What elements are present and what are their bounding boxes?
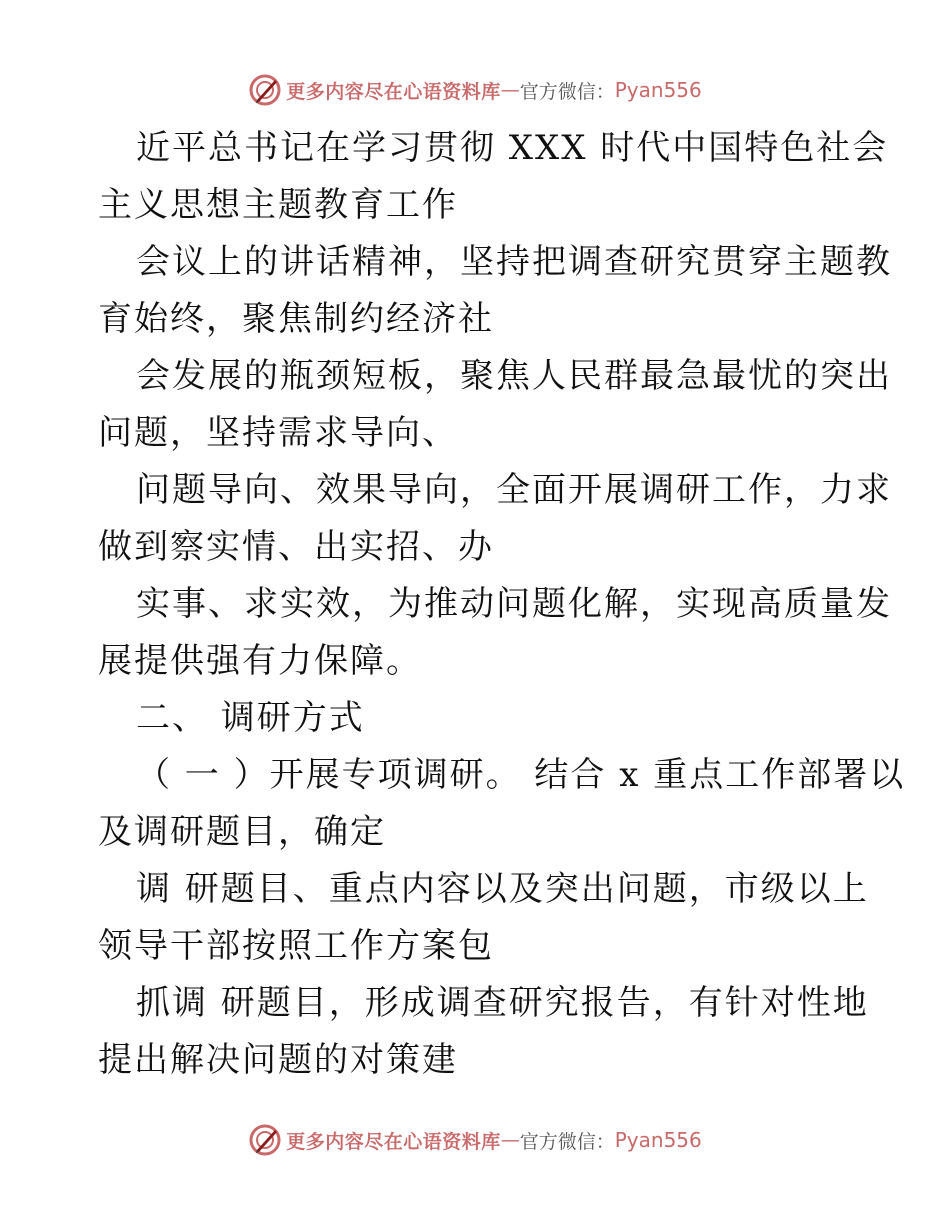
paragraph-line: 提出解决问题的对策建	[98, 1040, 458, 1080]
pen-logo-icon	[248, 1123, 282, 1157]
paragraph	[98, 861, 869, 975]
paragraph-line: 近平总书记在学习贯彻 XXX 时代中国特色社会	[136, 128, 889, 168]
paragraph	[98, 120, 889, 234]
paragraph-line: 会发展的瓶颈短板，聚焦人民群最急最忧的突出	[136, 356, 892, 396]
paragraph-line: 问题导向、效果导向，全面开展调研工作，力求	[136, 470, 892, 510]
paragraph-line: 抓调 研题目，形成调查研究报告，有针对性地	[136, 983, 869, 1023]
footer-watermark-banner	[0, 1122, 950, 1158]
paragraph	[98, 234, 892, 348]
paragraph-line: 主义思想主题教育工作	[98, 185, 458, 225]
paragraph	[98, 576, 892, 690]
paragraph	[98, 747, 906, 861]
paragraph-line: 调 研题目、重点内容以及突出问题，市级以上	[136, 869, 869, 909]
paragraph-line: 问题，坚持需求导向、	[98, 413, 458, 453]
banner-wechat-id: Pyan556	[614, 78, 702, 102]
banner-official-label: 官方微信：	[519, 80, 615, 103]
document-body	[98, 120, 906, 1089]
paragraph-line: 及调研题目，确定	[98, 812, 386, 852]
header-watermark-banner	[0, 72, 950, 108]
banner-main-text: 更多内容尽在心语资料库	[286, 80, 501, 103]
pen-logo-icon	[248, 73, 282, 107]
paragraph-line: （ 一 ）开展专项调研。 结合 x 重点工作部署以	[136, 755, 906, 795]
banner-wechat-id: Pyan556	[614, 1128, 702, 1152]
paragraph-line: 会议上的讲话精神，坚持把调查研究贯穿主题教	[136, 242, 892, 282]
paragraph-line: 育始终，聚焦制约经济社	[98, 299, 494, 339]
section-heading	[98, 690, 858, 747]
paragraph-line: 做到察实情、出实招、办	[98, 527, 494, 567]
paragraph-line: 展提供强有力保障。	[98, 641, 422, 681]
paragraph	[98, 348, 892, 462]
banner-separator: —	[500, 1129, 520, 1151]
section-heading-text: 二、 调研方式	[136, 698, 365, 738]
paragraph-line: 领导干部按照工作方案包	[98, 926, 494, 966]
banner-official-label: 官方微信：	[519, 1130, 615, 1153]
paragraph-line: 实事、求实效，为推动问题化解，实现高质量发	[136, 584, 892, 624]
paragraph	[98, 462, 892, 576]
banner-main-text: 更多内容尽在心语资料库	[286, 1130, 501, 1153]
banner-separator: —	[500, 79, 520, 101]
paragraph	[98, 975, 869, 1089]
